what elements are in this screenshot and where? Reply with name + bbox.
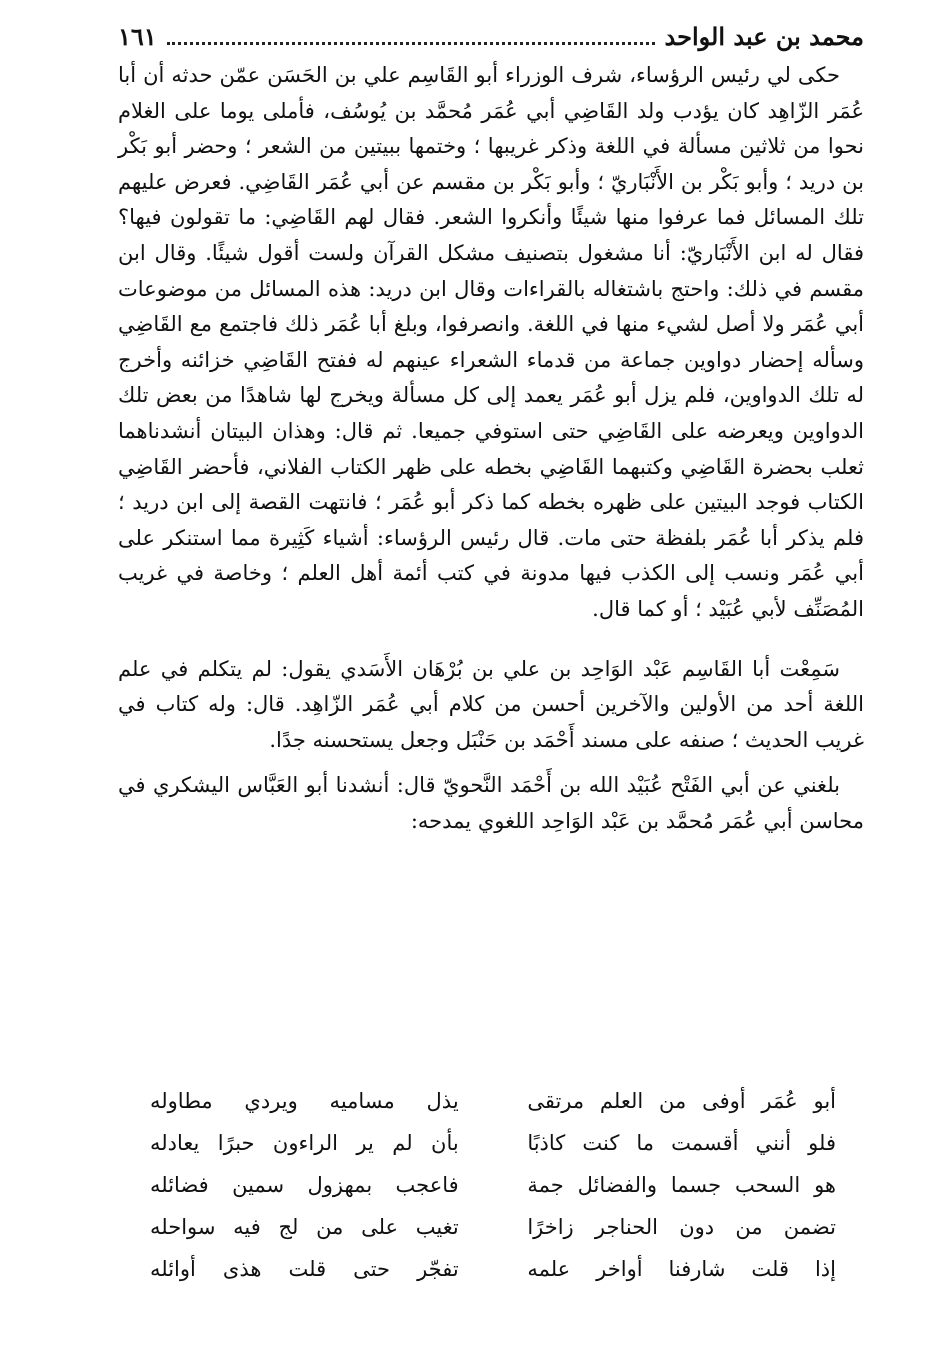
poem-verse (150, 1248, 836, 1290)
poem-verse (150, 1164, 836, 1206)
verse-second-hemistich: فاعجب بمهزول سمين فضائله (150, 1173, 459, 1197)
verse-second-hemistich: يذل مساميه ويردي مطاوله (150, 1089, 459, 1113)
verse-second-hemistich: تفجّر حتى قلت هذى أوائله (150, 1257, 459, 1281)
verse-first-hemistich: أبو عُمَر أوفى من العلم مرتقى (527, 1089, 836, 1113)
poem-verse (150, 1080, 836, 1122)
paragraph-burhan: سَمِعْت أبا القَاسِم عَبْد الوَاحِد بن علي بن بُرْهَان الأَسَدي يقول: لم يتكلم في علم اللغة أحد من الأولين والآخرين أحسن من كلام أبي عُمَر الزّاهِد. قال: وله كتاب في غريب الحديث ؛ صنفه على مسند أَحْمَد بن حَنْبَل وجعل يستحسنه جدًا. (118, 656, 864, 752)
paragraph-story: حكى لي رئيس الرؤساء، شرف الوزراء أبو القَاسِم علي بن الحَسَن عمّن حدثه أن أبا عُمَر الزّاهِد كان يؤدب ولد القَاضِي أبي عُمَر مُحمَّد بن يُوسُف، فأملى يوما على الغلام نحوا من ثلاثين مسألة في اللغة وذكر غريبها ؛ وختمها ببيتين من الشعر ؛ وحضر أبو بَكْر بن دريد ؛ وأبو بَكْر بن الأَنْبَاريّ ؛ وأبو بَكْر بن مقسم عن أبي عُمَر القَاضِي. فعرض عليهم تلك المسائل فما عرفوا منها شيئًا وأنكروا الشعر. فقال لهم القَاضِي: ما تقولون فيها؟ فقال له ابن الأَنْبَاريّ: أنا مشغول بتصنيف مشكل القرآن ولست أقول شيئًا. وقال ابن مقسم في ذلك: واحتج باشتغاله بالقراءات وقال ابن دريد: هذه المسائل من موضوعات أبي عُمَر ولا أصل لشيء منها في اللغة. وانصرفوا، وبلغ أبا عُمَر ذلك فاجتمع مع القَاضِي وسأله إحضار دواوين جماعة من قدماء الشعراء عينهم له ففتح القَاضِي خزائنه وأخرج له تلك الدواوين، فلم يزل أبو عُمَر يعمد إلى كل مسألة ويخرج لها شاهدًا من بعض تلك الدواوين ويعرضه على القَاضِي حتى استوفي جميعا. ثم قال: وهذان البيتان أنشدناهما ثعلب بحضرة القَاضِي وكتبهما القَاضِي بخطه على ظهر الكتاب الفلاني، فأحضر القَاضِي الكتاب فوجد البيتين على ظهره بخطه كما ذكر أبو عُمَر ؛ فانتهت القصة إلى ابن دريد ؛ فلم يذكر أبا عُمَر بلفظة حتى مات. قال رئيس الرؤساء: أشياء كَثِيرة مما استنكر على أبي عُمَر ونسب إلى الكذب فيها مدونة في كتب أئمة أهل العلم ؛ وخاصة في غريب المُصَنِّف لأبي عُبَيْد ؛ أو كما قال. (118, 63, 864, 621)
page-body (118, 58, 864, 839)
verse-first-hemistich: إذا قلت شارفنا أواخر علمه (527, 1257, 836, 1281)
poem-verse (150, 1122, 836, 1164)
verse-second-hemistich: بأن لم ير الراءون حبرًا يعادله (150, 1131, 459, 1155)
verse-second-hemistich: تغيب على من لج فيه سواحله (150, 1215, 459, 1239)
header-title: محمد بن عبد الواحد (664, 21, 864, 51)
header-leader-dots (167, 28, 655, 45)
verse-first-hemistich: فلو أنني أقسمت ما كنت كاذبًا (527, 1131, 836, 1155)
paragraph-poem-intro: بلغني عن أبي الفَتْح عُبَيْد الله بن أَحْمَد النَّحويّ قال: أنشدنا أبو العَبَّاس اليشكري في محاسن أبي عُمَر مُحمَّد بن عَبْد الوَاحِد اللغوي يمدحه: (118, 773, 864, 833)
verse-first-hemistich: هو السحب جسما والفضائل جمة (527, 1173, 836, 1197)
page-number: ١٦١ (118, 21, 157, 51)
verse-first-hemistich: تضمن من دون الحناجر زاخرًا (527, 1215, 836, 1239)
poem-verse (150, 1206, 836, 1248)
running-header (118, 16, 864, 56)
poem (150, 1080, 836, 1290)
